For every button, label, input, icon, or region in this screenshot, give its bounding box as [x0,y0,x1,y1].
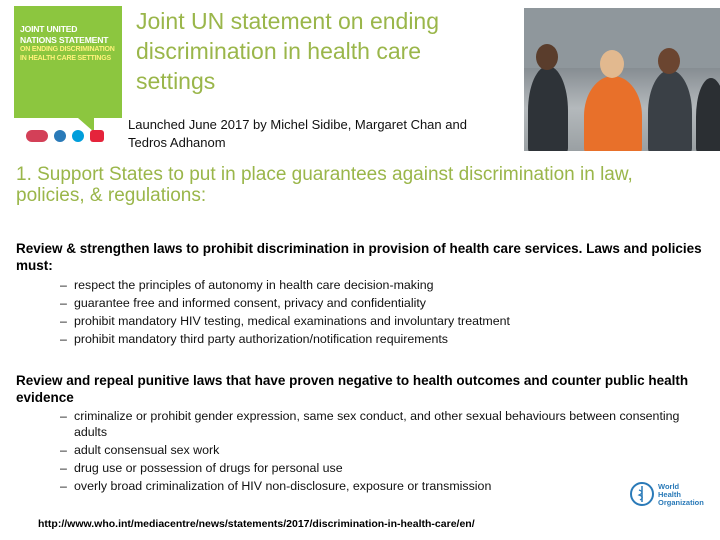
un-logo-icon [72,130,84,142]
dash-marker: – [60,332,67,346]
list-item [60,312,700,330]
dash-marker: – [60,278,67,292]
main-heading: 1. Support States to put in place guarantees against discrimination in law, policies, & regulations: [16,164,633,206]
who-logo-small-icon [54,130,66,142]
dash-marker: – [60,409,67,423]
poster-line-1: JOINT UNITED [20,24,78,34]
who-line-2: Organization [658,498,704,507]
list-item-text: adult consensual sex work [74,443,220,457]
dash-marker: – [60,314,67,328]
list-item-text: guarantee free and informed consent, privacy and confidentiality [74,296,426,310]
list-item-text: respect the principles of autonomy in health care decision-making [74,278,434,292]
partner-logos [26,126,116,146]
partner-logo-icon [90,130,104,142]
leaders-photo [524,8,720,151]
list-item [60,460,700,476]
list-item-text: criminalize or prohibit gender expression, same sex conduct, and other sexual behaviours between consenting adults [74,409,680,439]
statement-poster [14,6,122,118]
list-item [60,442,700,458]
dash-marker: – [60,479,67,493]
list-item-text: prohibit mandatory HIV testing, medical examinations and involuntary treatment [74,314,510,328]
list-item [60,330,700,348]
list-item-text: overly broad criminalization of HIV non-disclosure, exposure or transmission [74,479,492,493]
photo-person-2 [584,76,642,151]
dash-marker: – [60,461,67,475]
unaids-logo-icon [26,130,48,142]
page-title: Joint UN statement on ending discrimination in health care settings [136,8,440,94]
who-emblem-icon [630,482,654,506]
list-item-text: prohibit mandatory third party authorization/notification requirements [74,332,448,346]
poster-line-4: IN HEALTH CARE SETTINGS [20,55,111,62]
list-item-text: drug use or possession of drugs for personal use [74,461,343,475]
who-logo-text [658,483,704,507]
list-item [60,478,700,494]
list-item [60,276,700,294]
poster-line-3: ON ENDING DISCRIMINATION [20,46,115,53]
list-item [60,408,700,440]
list-item [60,294,700,312]
source-link[interactable]: http://www.who.int/mediacentre/news/statements/2017/discrimination-in-health-care/en/ [38,518,475,530]
section1-heading: Review & strengthen laws to prohibit discrimination in provision of health care services. Laws and policies must: [16,241,702,273]
who-logo [630,476,704,510]
launch-info: Launched June 2017 by Michel Sidibe, Margaret Chan and Tedros Adhanom [128,117,467,150]
poster-line-2: NATIONS STATEMENT [20,34,109,45]
dash-marker: – [60,443,67,457]
photo-person-3 [648,70,692,151]
section2-list [60,408,700,496]
photo-head-1 [536,44,558,70]
poster-text [20,24,116,63]
section1-list [60,276,700,348]
photo-person-4 [696,78,720,151]
photo-head-2 [600,50,624,78]
photo-head-3 [658,48,680,74]
who-line-1: World Health [658,482,681,499]
dash-marker: – [60,296,67,310]
section2-heading: Review and repeal punitive laws that have proven negative to health outcomes and counter public health evidence [16,373,689,405]
photo-person-1 [528,66,568,151]
